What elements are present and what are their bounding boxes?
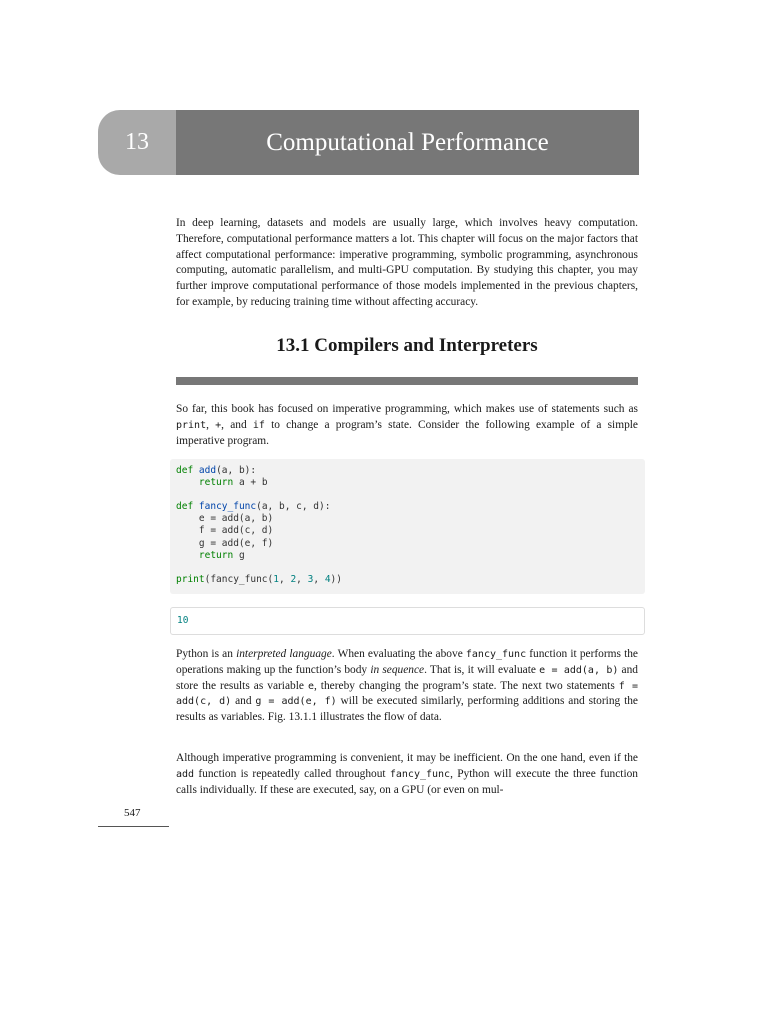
- output-value: 10: [177, 615, 189, 626]
- section-heading: 13.1 Compilers and Interpreters: [276, 335, 538, 356]
- intro-paragraph: In deep learning, datasets and models are usually large, which involves heavy computation. Therefore, computational performance matters a lot. This chapter will focus on the major factors that affect computational performance: imperative programming, symbolic programming, asynchronous computing, automatic parallelism, and multi-GPU computation. By studying this chapter, you may further improve computational performance of those models implemented in the previous chapters, for example, by reducing training time without affecting accuracy.: [176, 217, 638, 308]
- chapter-number: 13: [98, 110, 176, 175]
- paragraph-inefficient: Although imperative programming is convenient, it may be inefficient. On the one hand, even if the add function is repeatedly called throughout fancy_func, Python will execute the three function calls individually. If these are executed, say, on a GPU (or even on mul-: [176, 752, 638, 796]
- code-block: def add(a, b): return a + b def fancy_func(a, b, c, d): e = add(a, b) f = add(c, d) g = add(e, f) return g print(fancy_func(1, 2, 3, 4)): [170, 459, 645, 594]
- paragraph-interpreted: Python is an interpreted language. When evaluating the above fancy_func function it performs the operations making up the function’s body in sequence. That is, it will evaluate e = add(a, b) and store the results as variable e, thereby changing the program’s state. The next two statements f = add(c, d) and g = add(e, f) will be executed similarly, performing additions and storing the results as variables. Fig. 13.1.1 illustrates the flow of data.: [176, 648, 638, 724]
- section-rule: [176, 377, 638, 385]
- page-number-rule: [98, 826, 169, 827]
- code-output: [170, 607, 645, 635]
- chapter-banner: [98, 110, 639, 175]
- chapter-title: Computational Performance: [176, 110, 639, 175]
- paragraph-imperative: So far, this book has focused on imperative programming, which makes use of statements such as print, +, and if to change a program’s state. Consider the following example of a simple imperative program.: [176, 403, 638, 447]
- page-number: 547: [124, 807, 141, 819]
